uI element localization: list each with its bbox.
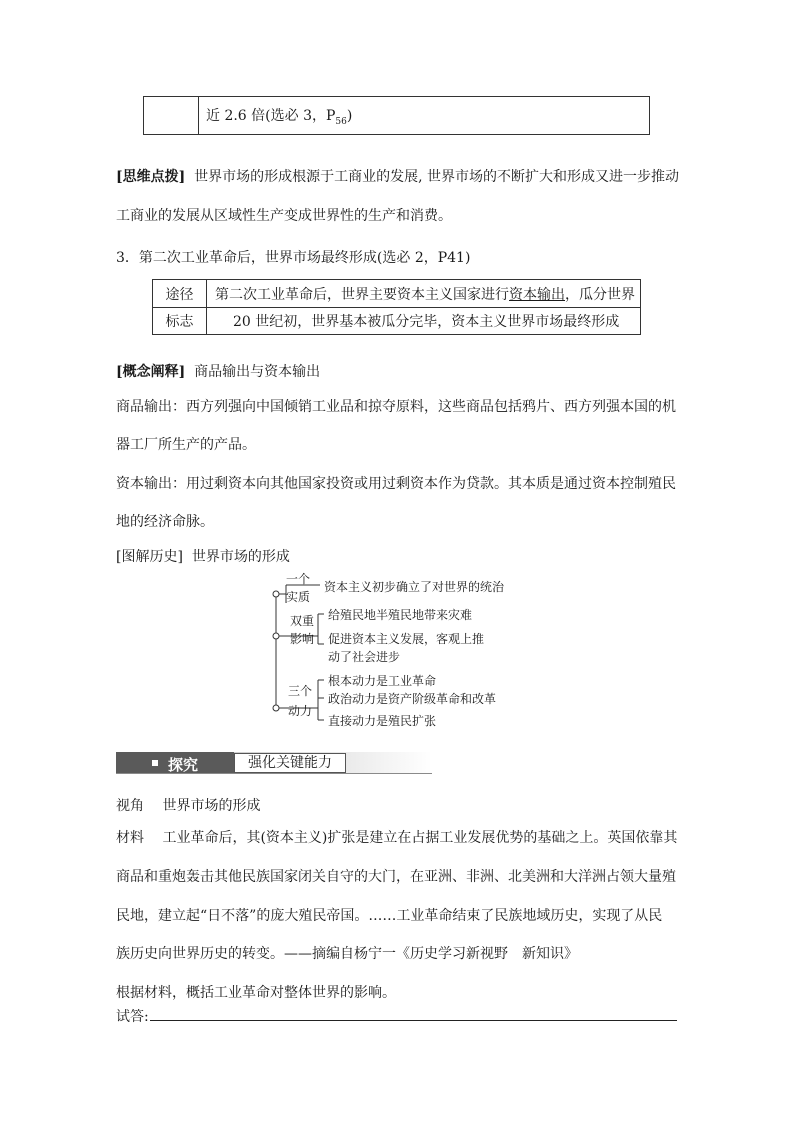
- node2-text1: 给殖民地半殖民地带来灾难: [328, 608, 473, 622]
- row-key: 途径: [165, 287, 194, 303]
- top-table: [143, 96, 650, 135]
- node3-text3: 直接动力是殖民扩张: [328, 714, 437, 728]
- material-line2: 商品和重炮轰击其他民族国家闭关自守的大门，在亚洲、非洲、北美洲和大洋洲占领大量殖: [116, 869, 676, 885]
- table-divider: [198, 97, 199, 134]
- banner-box: 强化关键能力: [234, 753, 346, 773]
- material-line3: 民地，建立起“日不落”的庞大殖民帝国。……工业革命结束了民族地域历史，实现了从民: [116, 908, 663, 924]
- answer-line[interactable]: [150, 1020, 677, 1021]
- capital-line1: 资本输出：用过剩资本向其他国家投资或用过剩资本作为贷款。其本质是通过资本控制殖民: [116, 476, 676, 492]
- node1-a: 一个: [286, 572, 311, 586]
- question: 根据材料，概括工业革命对整体世界的影响。: [116, 985, 396, 1001]
- node3-text2: 政治动力是资产阶级革命和改革: [328, 692, 497, 706]
- diagram-tag: [图解历史]: [116, 549, 183, 565]
- thinking-tag: [思维点拨]: [116, 169, 186, 185]
- banner-label: 探究: [168, 756, 199, 774]
- table-cell: 近 2.6 倍(选必 3，$P_{56}$): [206, 108, 353, 127]
- thinking-paragraph-line1: [思维点拨] 世界市场的形成根源于工商业的发展, 世界市场的不断扩大和形成又进一步推动: [116, 169, 680, 185]
- capital-line2: 地的经济命脉。: [116, 514, 214, 530]
- explore-banner: [116, 752, 432, 774]
- table-row: [153, 280, 640, 308]
- concept-tag: [概念阐释]: [116, 364, 186, 380]
- node3-a: 三个: [288, 684, 313, 698]
- material-line4: 族历史向世界历史的转变。——摘编自杨宁一《历史学习新视野 新知识》: [116, 946, 578, 962]
- node2-text2a: 促进资本主义发展，客观上推: [328, 632, 485, 646]
- goods-line2: 器工厂所生产的产品。: [116, 437, 256, 453]
- explore-angle: 视角 世界市场的形成: [116, 798, 261, 814]
- square-bullet-icon: [152, 760, 158, 766]
- row-value: 20 世纪初，世界基本被瓜分完毕，资本主义世界市场最终形成: [233, 314, 620, 330]
- node2-a: 双重: [290, 614, 315, 628]
- table-row: [153, 307, 640, 334]
- node1-b: 实质: [286, 590, 311, 604]
- row-key: 标志: [165, 314, 194, 330]
- diagram-heading: [图解历史] 世界市场的形成: [116, 549, 290, 565]
- section-heading: 3．第二次工业革命后，世界市场最终形成(选必 2，P41): [116, 250, 471, 266]
- concept-heading: [概念阐释] 商品输出与资本输出: [116, 364, 321, 380]
- node1-text: 资本主义初步确立了对世界的统治: [324, 580, 505, 594]
- answer-label: 试答:: [116, 1009, 149, 1025]
- mind-map-diagram: [272, 570, 552, 730]
- banner-dark-block: [116, 752, 234, 774]
- route-table: [152, 279, 641, 335]
- node2-b: 影响: [290, 632, 315, 646]
- material-line1: 材料 工业革命后，其(资本主义)扩张是建立在占据工业发展优势的基础之上。英国依靠其: [116, 830, 678, 846]
- node3-text1: 根本动力是工业革命: [328, 674, 437, 688]
- node2-text2b: 动了社会进步: [328, 650, 401, 664]
- banner-underline: [116, 773, 432, 774]
- node3-b: 动力: [288, 704, 313, 718]
- goods-line1: 商品输出：西方列强向中国倾销工业品和掠夺原料，这些商品包括鸦片、西方列强本国的机: [116, 399, 676, 415]
- thinking-paragraph-line2: 工商业的发展从区域性生产变成世界性的生产和消费。: [116, 208, 452, 224]
- row-value: 第二次工业革命后，世界主要资本主义国家进行资本输出，瓜分世界: [215, 287, 635, 303]
